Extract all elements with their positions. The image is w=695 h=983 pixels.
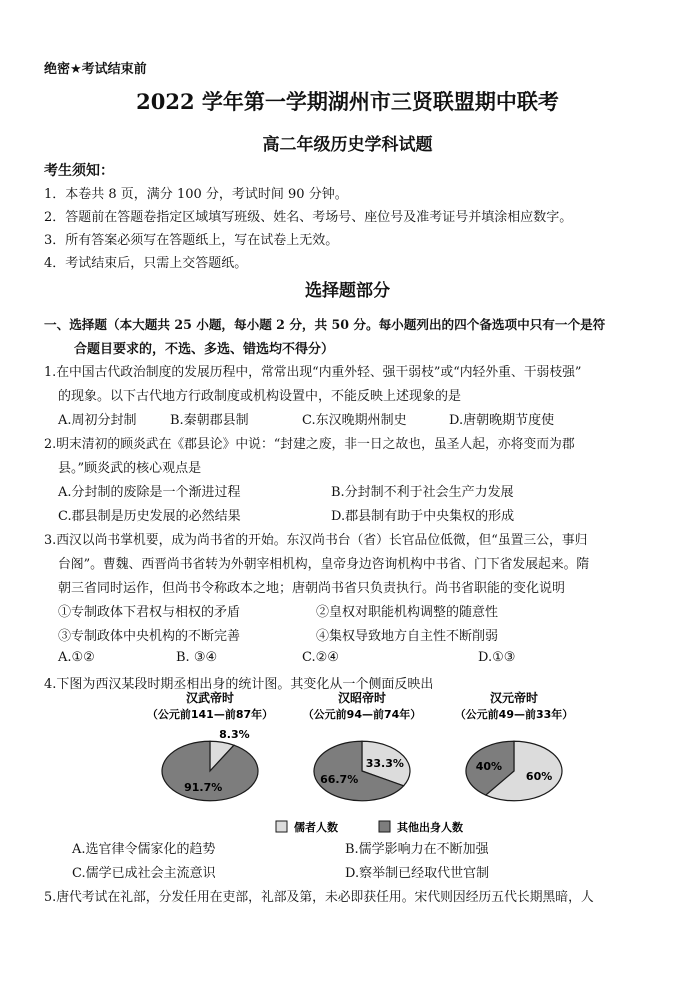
q5-stem: 5.唐代考试在礼部，分发任用在吏部，礼部及第，未必即获任用。宋代则因经历五代长期黑暗，人 [44, 890, 594, 905]
pie-data-label: 8.3% [219, 728, 250, 742]
section-title: 选择题部分 [305, 281, 390, 301]
q2-stem: 2.明末清初的顾炎武在《郡县论》中说：“封建之废，非一日之故也，虽圣人起，亦将变而为郡 [44, 437, 575, 452]
q4-stem: 4.下图为西汉某段时期丞相出身的统计图。其变化从一个侧面反映出 [44, 677, 434, 692]
q3-option-c: C.②④ [302, 650, 339, 665]
pie-title: 汉武帝时 [185, 691, 235, 705]
q4-option-c: C.儒学已成社会主流意识 [72, 866, 216, 881]
pie-subtitle: （公元前141—前87年） [146, 708, 274, 721]
pie-data-label: 60% [525, 770, 553, 784]
exam-subtitle: 高二年级历史学科试题 [262, 135, 433, 155]
q3-option-a: A.①② [58, 650, 95, 665]
confidential-label: 绝密★考试结束前 [44, 62, 147, 77]
pie-data-label: 33.3% [365, 756, 404, 770]
pie-chart-1 [147, 690, 273, 801]
legend-swatch-other [379, 821, 390, 832]
q1-option-c: C.东汉晚期州制史 [302, 413, 407, 428]
q4-option-b: B.儒学影响力在不断加强 [345, 842, 489, 857]
q1-option-d: D.唐朝晚期节度使 [449, 413, 555, 428]
legend-label-ru: 儒者人数 [294, 821, 338, 834]
chart-legend [276, 820, 463, 834]
q3-stem: 3.西汉以尚书掌机要，成为尚书省的开始。东汉尚书台（省）长官品位低微，但“虽置三公，事归 [44, 533, 588, 548]
pie-data-label: 91.7% [184, 780, 223, 794]
pie-subtitle: （公元前94—前74年） [302, 708, 422, 721]
exam-title: 2022 学年第一学期湖州市三贤联盟期中联考 [136, 89, 559, 114]
q1-stem: 的现象。以下古代地方行政制度或机构设置中，不能反映上述现象的是 [58, 389, 462, 404]
q3-statement-1: ①专制政体下君权与相权的矛盾 [58, 605, 241, 620]
q3-option-b: B. ③④ [176, 650, 218, 665]
q1-stem: 1.在中国古代政治制度的发展历程中，常常出现“内重外轻、强干弱枝”或“内轻外重、干弱枝强” [44, 365, 582, 380]
q3-stem: 朝三省同时运作，但尚书令称政本之地；唐朝尚书省只负责执行。尚书省职能的变化说明 [58, 581, 566, 596]
legend-swatch-ru [276, 821, 287, 832]
notice-item: 4．考试结束后，只需上交答题纸。 [44, 256, 248, 271]
q2-option-d: D.郡县制有助于中央集权的形成 [331, 509, 515, 524]
q1-option-a: A.周初分封制 [58, 413, 137, 428]
notice-heading: 考生须知： [44, 163, 114, 179]
q2-option-a: A.分封制的废除是一个渐进过程 [58, 485, 241, 500]
notice-item: 3．所有答案必须写在答题纸上，写在试卷上无效。 [44, 233, 339, 248]
pie-title: 汉昭帝时 [337, 691, 387, 705]
q4-option-d: D.察举制已经取代世官制 [345, 866, 490, 881]
q4-option-a: A.选官律令儒家化的趋势 [72, 842, 216, 857]
q2-option-c: C.郡县制是历史发展的必然结果 [58, 509, 241, 524]
q3-statement-2: ②皇权对职能机构调整的随意性 [316, 605, 499, 620]
section-instruction: 合题目要求的，不选、多选、错选均不得分） [74, 342, 335, 357]
pie-data-label: 40% [475, 759, 503, 773]
section-instruction: 一、选择题（本大题共 25 小题，每小题 2 分，共 50 分。每小题列出的四个备选项中只有一个是符 [44, 317, 606, 332]
pie-title: 汉元帝时 [489, 691, 539, 705]
pie-charts [0, 688, 695, 838]
q2-option-b: B.分封制不利于社会生产力发展 [331, 485, 514, 500]
legend-label-other: 其他出身人数 [397, 821, 463, 834]
q2-stem: 县。”顾炎武的核心观点是 [58, 461, 202, 476]
q3-statement-3: ③专制政体中央机构的不断完善 [58, 629, 241, 644]
pie-data-label: 66.7% [320, 773, 359, 787]
pie-chart-2 [303, 690, 422, 801]
q3-option-d: D.①③ [478, 650, 516, 665]
pie-chart-3 [455, 690, 574, 801]
q1-option-b: B.秦朝郡县制 [170, 413, 249, 428]
pie-subtitle: （公元前49—前33年） [454, 708, 574, 721]
notice-item: 2．答题前在答题卷指定区域填写班级、姓名、考场号、座位号及准考证号并填涂相应数字。 [44, 210, 573, 225]
notice-item: 1．本卷共 8 页，满分 100 分，考试时间 90 分钟。 [44, 187, 348, 202]
q3-stem: 台阁”。曹魏、西晋尚书省转为外朝宰相机构，皇帝身边咨询机构中书省、门下省发展起来。隋 [58, 557, 590, 572]
q3-statement-4: ④集权导致地方自主性不断削弱 [316, 629, 499, 644]
